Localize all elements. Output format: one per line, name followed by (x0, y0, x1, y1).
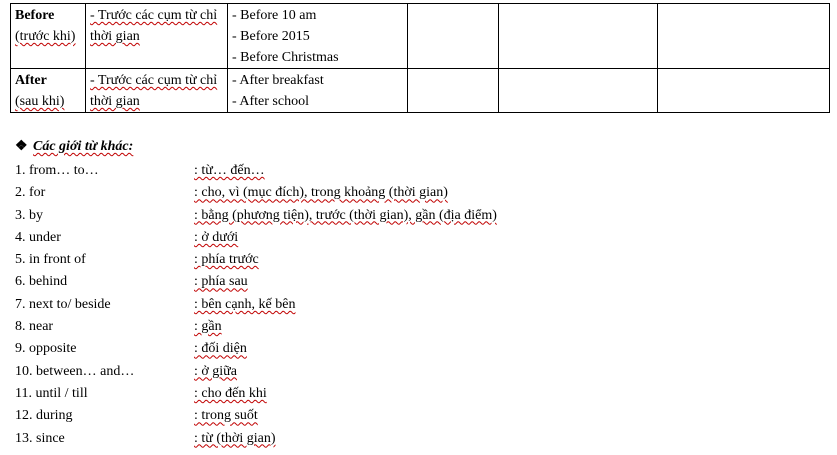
preposition-term: 1. from… to… (15, 163, 99, 178)
usage-line: - Trước các cụm từ chỉ (90, 8, 218, 23)
list-item (15, 294, 815, 316)
list-item (15, 271, 815, 293)
term-translation: (sau khi) (15, 94, 65, 109)
list-item (15, 361, 815, 383)
list-item (15, 249, 815, 271)
preposition-meaning: : ở dưới (194, 229, 239, 245)
preposition-meaning: : cho đến khi (194, 385, 267, 401)
preposition-term: 4. under (15, 229, 61, 245)
preposition-meaning: : bên cạnh, kế bên (194, 296, 296, 312)
term-label: After (15, 73, 47, 88)
term-translation: (trước khi) (15, 29, 76, 44)
list-item (15, 383, 815, 405)
preposition-meaning: : bằng (phương tiện), trước (thời gian), gần (địa điểm) (194, 207, 497, 223)
usage-cell (86, 4, 228, 69)
empty-cell (408, 4, 499, 69)
diamond-bullet-icon: ❖ (15, 139, 28, 154)
example-line: - Before 10 am (232, 8, 317, 23)
examples-cell (228, 69, 408, 113)
example-line: - After school (232, 94, 309, 109)
preposition-term: 8. near (15, 319, 54, 335)
list-item (15, 428, 815, 450)
section-heading (15, 137, 133, 157)
preposition-term: 3. by (15, 207, 43, 223)
term-cell (11, 4, 86, 69)
empty-cell (658, 4, 830, 69)
table-row (11, 4, 830, 69)
preposition-term: 7. next to/ beside (15, 296, 111, 312)
preposition-meaning: : phía trước (194, 252, 259, 268)
preposition-term: 9. opposite (15, 341, 77, 357)
preposition-list (15, 160, 815, 450)
table-row (11, 69, 830, 113)
preposition-term: 6. behind (15, 274, 68, 290)
preposition-meaning: : đối diện (194, 341, 247, 357)
list-item (15, 160, 815, 182)
preposition-meaning: : cho, vì (mục đích), trong khoảng (thời gian) (194, 185, 448, 201)
empty-cell (499, 69, 658, 113)
example-line: - Before Christmas (232, 50, 339, 65)
term-cell (11, 69, 86, 113)
usage-line: thời gian (90, 29, 140, 44)
list-item (15, 205, 815, 227)
preposition-meaning: : từ (thời gian) (194, 430, 276, 446)
empty-cell (658, 69, 830, 113)
list-item (15, 405, 815, 427)
empty-cell (408, 69, 499, 113)
preposition-meaning: : phía sau (194, 274, 248, 290)
example-line: - After breakfast (232, 73, 324, 88)
preposition-meaning: : ở giữa (194, 363, 237, 379)
preposition-meaning: : trong suốt (194, 408, 258, 424)
list-item (15, 227, 815, 249)
preposition-term: 10. between… and… (15, 363, 135, 379)
list-item (15, 338, 815, 360)
example-line: - Before 2015 (232, 29, 310, 44)
preposition-term: 5. in front of (15, 252, 86, 268)
preposition-table (10, 3, 830, 113)
examples-cell (228, 4, 408, 69)
preposition-term: 11. until / till (15, 385, 88, 401)
preposition-term: 2. for (15, 185, 46, 201)
term-label: Before (15, 8, 55, 23)
usage-cell (86, 69, 228, 113)
usage-line: thời gian (90, 94, 140, 109)
preposition-meaning: : từ… đến… (194, 163, 265, 178)
preposition-term: 13. since (15, 430, 65, 446)
preposition-meaning: : gần (194, 319, 222, 335)
usage-line: - Trước các cụm từ chỉ (90, 73, 218, 88)
empty-cell (499, 4, 658, 69)
list-item (15, 316, 815, 338)
list-item (15, 182, 815, 204)
section-heading-text: Các giới từ khác: (33, 139, 134, 154)
preposition-term: 12. during (15, 408, 73, 424)
